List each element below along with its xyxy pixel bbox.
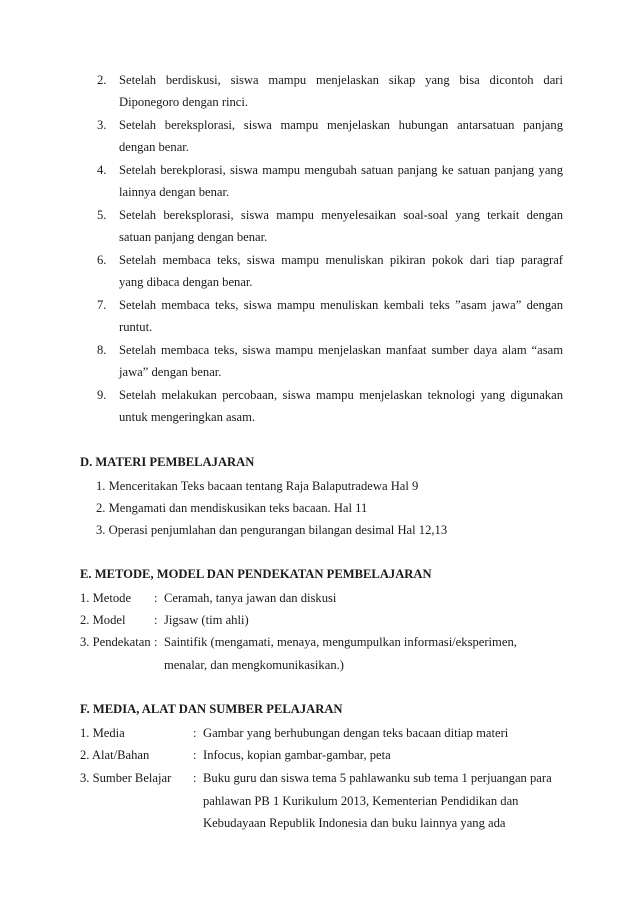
media-value: Gambar yang berhubungan dengan teks bacaan ditiap materi [203,726,509,740]
source-value-cont: Kebudayaan Republik Indonesia dan buku lainnya yang ada [203,816,506,830]
objective-text: Setelah berekplorasi, siswa mampu mengubah satuan panjang ke satuan panjang yang [119,163,563,177]
approach-label: 3. Pendekatan [80,635,151,649]
objective-number: 9. [97,388,107,402]
media-label: 1. Media [80,726,125,740]
objective-text-cont: dengan benar. [119,140,189,154]
objective-number: 2. [97,73,107,87]
method-label: 1. Metode [80,591,132,605]
approach-colon: : [154,635,158,649]
objective-text: Setelah bereksplorasi, siswa mampu menyelesaikan soal-soal yang terkait dengan [119,208,563,222]
objective-number: 7. [97,298,107,312]
objective-text-cont: yang dibaca dengan benar. [119,275,253,289]
objective-text-cont: Diponegoro dengan rinci. [119,95,249,109]
objective-text: Setelah bereksplorasi, siswa mampu menjelaskan hubungan antarsatuan panjang [119,118,563,132]
objective-text-cont: lainnya dengan benar. [119,185,230,199]
source-value: Buku guru dan siswa tema 5 pahlawanku sub tema 1 perjuangan para [203,771,552,785]
tools-value: Infocus, kopian gambar-gambar, peta [203,748,391,762]
section-d-heading: D. MATERI PEMBELAJARAN [80,455,255,469]
source-colon: : [193,771,197,785]
objective-text-cont: satuan panjang dengan benar. [119,230,268,244]
objective-text-cont: jawa” dengan benar. [119,365,222,379]
objective-text: Setelah berdiskusi, siswa mampu menjelaskan sikap yang bisa dicontoh dari [119,73,563,87]
model-value: Jigsaw (tim ahli) [164,613,249,627]
objective-number: 5. [97,208,107,222]
tools-colon: : [193,748,197,762]
material-item: 1. Menceritakan Teks bacaan tentang Raja Balaputradewa Hal 9 [96,479,419,493]
method-value: Ceramah, tanya jawan dan diskusi [164,591,337,605]
model-colon: : [154,613,158,627]
objective-number: 6. [97,253,107,267]
media-colon: : [193,726,197,740]
objective-text-cont: runtut. [119,320,153,334]
objective-text: Setelah membaca teks, siswa mampu menuliskan kembali teks ”asam jawa” dengan [119,298,563,312]
objective-number: 3. [97,118,107,132]
approach-value-cont: menalar, dan mengkomunikasikan.) [164,658,344,672]
approach-value: Saintifik (mengamati, menaya, mengumpulkan informasi/eksperimen, [164,635,517,649]
method-colon: : [154,591,158,605]
material-item: 2. Mengamati dan mendiskusikan teks bacaan. Hal 11 [96,501,368,515]
source-label: 3. Sumber Belajar [80,771,172,785]
section-e-heading: E. METODE, MODEL DAN PENDEKATAN PEMBELAJARAN [80,567,432,581]
objective-text: Setelah membaca teks, siswa mampu menuliskan pikiran pokok dari tiap paragraf [119,253,563,267]
objective-number: 4. [97,163,107,177]
objective-text-cont: untuk mengeringkan asam. [119,410,256,424]
tools-label: 2. Alat/Bahan [80,748,150,762]
source-value-cont: pahlawan PB 1 Kurikulum 2013, Kementerian Pendidikan dan [203,794,519,808]
model-label: 2. Model [80,613,126,627]
material-item: 3. Operasi penjumlahan dan pengurangan bilangan desimal Hal 12,13 [96,523,448,537]
objective-text: Setelah membaca teks, siswa mampu menjelaskan manfaat sumber daya alam “asam [119,343,563,357]
objective-number: 8. [97,343,107,357]
objective-text: Setelah melakukan percobaan, siswa mampu menjelaskan teknologi yang digunakan [119,388,563,402]
section-f-heading: F. MEDIA, ALAT DAN SUMBER PELAJARAN [80,702,343,716]
